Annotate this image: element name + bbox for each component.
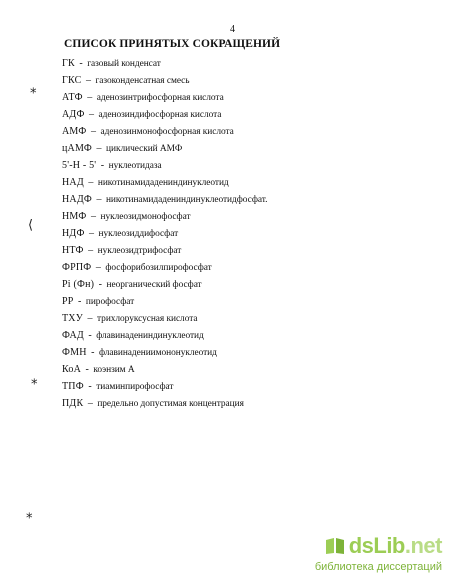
abbreviation-item bbox=[62, 89, 267, 106]
abbreviation-item bbox=[62, 310, 267, 327]
abbreviation-separator: – bbox=[87, 92, 93, 103]
abbreviation-separator: – bbox=[95, 262, 101, 273]
abbreviation-item bbox=[62, 276, 267, 293]
abbreviation-definition: пирофосфат bbox=[85, 297, 135, 307]
abbreviation-separator: – bbox=[90, 126, 96, 137]
abbreviation-definition: аденозинмонофосфорная кислота bbox=[100, 127, 234, 137]
abbreviation-definition: никотинамидадениндинуклеотидфосфат. bbox=[105, 195, 268, 205]
abbreviation-item bbox=[62, 327, 267, 344]
abbreviation-definition: нуклеозиддифосфат bbox=[98, 229, 179, 239]
abbreviation-term: ФМН bbox=[62, 347, 87, 358]
abbreviation-definition: предельно допустимая концентрация bbox=[97, 399, 244, 409]
abbreviation-term: 5'-Н - 5' bbox=[62, 160, 97, 171]
abbreviation-separator: - bbox=[98, 279, 102, 290]
margin-check-mark: ⁎ bbox=[30, 82, 37, 97]
abbreviation-item bbox=[62, 157, 267, 174]
abbreviation-definition: газовый конденсат bbox=[87, 59, 161, 69]
abbreviation-term: АМФ bbox=[62, 126, 87, 137]
abbreviation-term: ГК bbox=[62, 58, 75, 69]
abbreviation-term: НТФ bbox=[62, 245, 84, 256]
abbreviation-item bbox=[62, 259, 267, 276]
margin-check-mark: ⁎ bbox=[26, 507, 33, 522]
site-tagline: библиотека диссертаций bbox=[314, 561, 442, 573]
abbreviation-definition: фосфорибозилпирофосфат bbox=[105, 263, 212, 273]
abbreviation-item bbox=[62, 242, 267, 259]
abbreviation-definition: нуклеотидаза bbox=[108, 161, 162, 171]
page-title: СПИСОК ПРИНЯТЫХ СОКРАЩЕНИЙ bbox=[64, 38, 281, 50]
book-icon bbox=[324, 536, 346, 556]
abbreviation-item bbox=[62, 293, 267, 310]
abbreviation-separator: - bbox=[85, 364, 89, 375]
abbreviation-term: Pi (Фн) bbox=[62, 279, 95, 290]
abbreviation-item bbox=[62, 361, 267, 378]
abbreviation-definition: нуклеозидтрифосфат bbox=[97, 246, 182, 256]
abbreviation-item bbox=[62, 191, 267, 208]
abbreviation-definition: флавинадениимононуклеотид bbox=[98, 348, 217, 358]
abbreviation-item bbox=[62, 208, 267, 225]
abbreviation-definition: циклический АМФ bbox=[106, 144, 183, 154]
abbreviation-term: ФРПФ bbox=[62, 262, 92, 273]
abbreviation-separator: – bbox=[88, 245, 94, 256]
abbreviation-term: ПДК bbox=[62, 398, 84, 409]
abbreviation-term: ТПФ bbox=[62, 381, 84, 392]
abbreviation-separator: – bbox=[85, 75, 91, 86]
abbreviation-separator: - bbox=[91, 347, 95, 358]
abbreviation-item bbox=[62, 225, 267, 242]
abbreviation-definition: коэнзим А bbox=[93, 365, 135, 375]
abbreviation-separator: – bbox=[87, 398, 93, 409]
page-number: 4 bbox=[230, 24, 235, 35]
abbreviation-separator: – bbox=[96, 194, 102, 205]
abbreviation-item bbox=[62, 55, 267, 72]
abbreviation-separator: - bbox=[78, 296, 82, 307]
abbreviation-definition: аденозинтрифосфорная кислота bbox=[96, 93, 224, 103]
site-watermark[interactable] bbox=[282, 533, 442, 573]
abbreviation-term: АДФ bbox=[62, 109, 85, 120]
abbreviation-term: ГКС bbox=[62, 75, 82, 86]
abbreviation-separator: – bbox=[96, 143, 102, 154]
abbreviation-definition: никотинамидадениндинуклеотид bbox=[97, 178, 229, 188]
abbreviation-separator: - bbox=[88, 330, 92, 341]
abbreviation-term: НДФ bbox=[62, 228, 85, 239]
abbreviation-item bbox=[62, 106, 267, 123]
abbreviation-separator: - bbox=[79, 58, 83, 69]
abbreviation-definition: трихлоруксусная кислота bbox=[97, 314, 198, 324]
abbreviation-term: ФАД bbox=[62, 330, 84, 341]
abbreviation-term: КоА bbox=[62, 364, 81, 375]
abbreviation-item bbox=[62, 72, 267, 89]
abbreviation-separator: – bbox=[89, 109, 95, 120]
abbreviation-definition: флавинадениндинуклеотид bbox=[96, 331, 204, 341]
abbreviation-definition: аденозиндифосфорная кислота bbox=[98, 110, 222, 120]
abbreviation-term: ТХУ bbox=[62, 313, 84, 324]
abbreviation-definition: газоконденсатная смесь bbox=[95, 76, 190, 86]
abbreviation-term: НАДФ bbox=[62, 194, 92, 205]
abbreviation-term: АТФ bbox=[62, 92, 83, 103]
abbreviation-separator: – bbox=[87, 313, 93, 324]
abbreviation-definition: тиаминпирофосфат bbox=[96, 382, 174, 392]
abbreviation-item bbox=[62, 344, 267, 361]
margin-check-mark: ⁎ bbox=[31, 373, 38, 388]
abbreviation-item bbox=[62, 123, 267, 140]
abbreviation-item bbox=[62, 378, 267, 395]
abbreviation-separator: - bbox=[100, 160, 105, 171]
abbreviation-definition: неорганический фосфат bbox=[106, 280, 202, 290]
abbreviation-term: PP bbox=[62, 296, 74, 307]
abbreviation-item bbox=[62, 395, 267, 412]
site-logo: dsLib.net bbox=[348, 533, 442, 558]
abbreviation-separator: – bbox=[88, 177, 94, 188]
abbreviation-term: цАМФ bbox=[62, 143, 93, 154]
margin-check-mark: ⟨ bbox=[28, 218, 34, 233]
abbreviation-separator: - bbox=[88, 381, 92, 392]
abbreviation-term: НМФ bbox=[62, 211, 87, 222]
abbreviation-term: НАД bbox=[62, 177, 84, 188]
abbreviation-separator: – bbox=[90, 211, 96, 222]
abbreviation-definition: нуклеозидмонофосфат bbox=[100, 212, 191, 222]
abbreviation-item bbox=[62, 140, 267, 157]
abbreviation-list bbox=[62, 55, 267, 412]
abbreviation-item bbox=[62, 174, 267, 191]
abbreviation-separator: – bbox=[89, 228, 95, 239]
